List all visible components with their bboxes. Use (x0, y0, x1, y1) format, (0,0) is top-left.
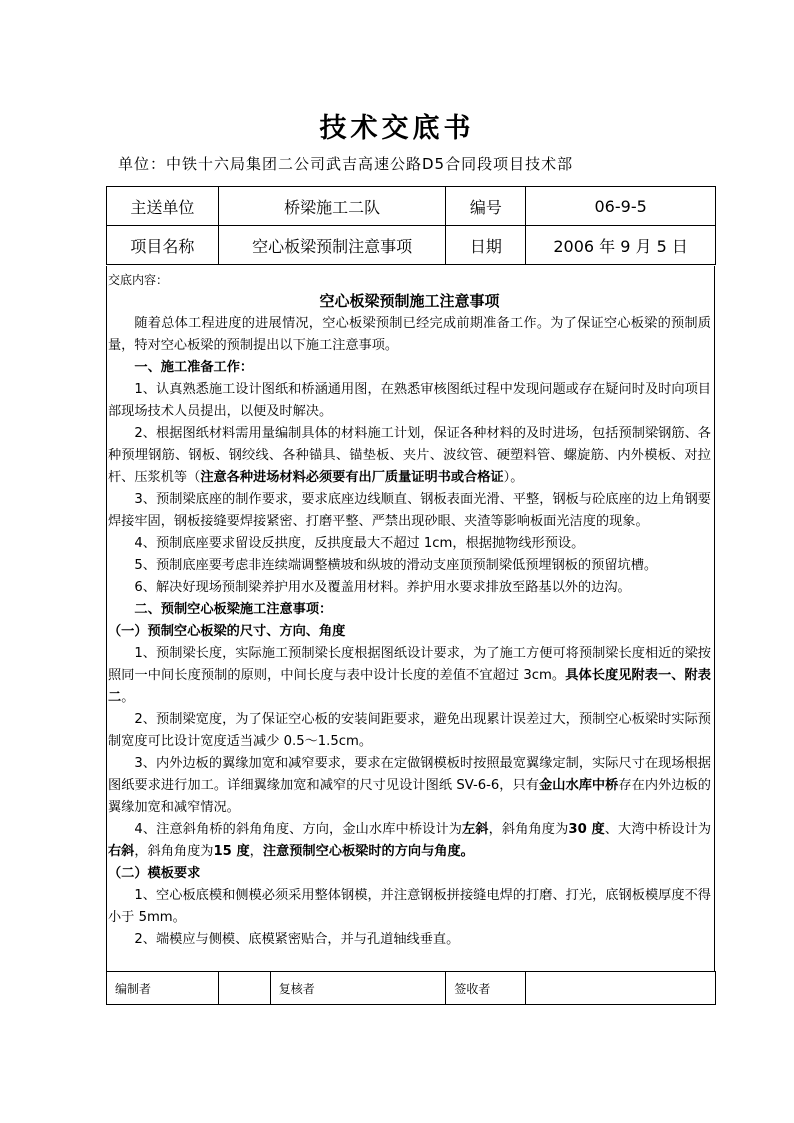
s1-item-2-text: 2、根据图纸材料需用量编制具体的材料施工计划，保证各种材料的及时进场，包括预制梁钢筋、各种预埋钢筋、钢板、钢绞线、各种锚具、锚垫板、夹片、波纹管、硬塑料管、螺旋筋、内外模板、对拉杆、压浆机等（ (108, 426, 711, 485)
s1-item-4: 4、预制底座要求留设反拱度，反拱度最大不超过 1cm，根据抛物线形预设。 (134, 536, 585, 551)
content-title: 空心板梁预制施工注意事项 (319, 292, 500, 310)
s2-item-2: 2、预制梁宽度，为了保证空心板的安装间距要求，避免出现累计误差过大，预制空心板梁时实际预制宽度可比设计宽度适当减少 0.5～1.5cm。 (108, 712, 711, 749)
sender-value: 桥梁施工二队 (218, 187, 446, 226)
s3-item-2: 2、端模应与侧模、底模紧密贴合，并与孔道轴线垂直。 (134, 932, 460, 947)
receiver-label: 签收者 (446, 972, 526, 1005)
date-value: 2006 年 9 月 5 日 (526, 226, 716, 265)
s2-item-4 (108, 819, 711, 863)
s2-item-4-j: 注意预制空心板梁时的方向与角度。 (262, 844, 474, 859)
signature-table (106, 971, 716, 1005)
subsection-1-heading: （一）预制空心板梁的尺寸、方向、角度 (108, 624, 346, 639)
subsection-2-heading: （二）模板要求 (108, 866, 201, 881)
s2-item-1-emphasis: 具体长度见附表一、附表二 (108, 668, 711, 705)
s2-item-4-b: 左斜 (462, 822, 489, 837)
content-area (108, 271, 711, 951)
receiver-value (526, 972, 716, 1005)
signature-row (107, 972, 716, 1005)
header-table (106, 186, 716, 265)
date-label: 日期 (446, 226, 526, 265)
s2-item-4-i: ， (249, 844, 263, 859)
s2-item-4-d: 30 度 (568, 822, 605, 837)
s2-item-3 (108, 753, 711, 819)
s2-item-4-e: 、大湾中桥设计为 (604, 822, 712, 837)
s2-item-3-emphasis: 金山水库中桥 (539, 778, 619, 793)
number-label: 编号 (446, 187, 526, 226)
s1-item-2-emphasis: 注意各种进场材料必须要有出厂质量证明书或合格证 (200, 470, 504, 485)
section-2-heading: 二、预制空心板梁施工注意事项： (134, 602, 333, 617)
compiler-label: 编制者 (107, 972, 219, 1005)
sender-label: 主送单位 (107, 187, 219, 226)
project-label: 项目名称 (107, 226, 219, 265)
content-label: 交底内容： (108, 273, 169, 287)
s2-item-1-text: 1、预制梁长度，实际施工预制梁长度根据图纸设计要求，为了施工方便可将预制梁长度相近的梁按照同一中间长度预制的原则，中间长度与表中设计长度的差值不宜超过 3cm。 (108, 646, 711, 683)
s2-item-4-c: ，斜角角度为 (488, 822, 569, 837)
s1-item-1: 1、认真熟悉施工设计图纸和桥涵通用图，在熟悉审核图纸过程中发现问题或存在疑问时及时向项目部现场技术人员提出，以便及时解决。 (108, 382, 711, 419)
s2-item-4-g: ，斜角角度为 (134, 844, 214, 859)
unit-line: 单位：中铁十六局集团二公司武吉高速公路D5合同段项目技术部 (118, 155, 574, 173)
s2-item-3-text: 3、内外边板的翼缘加宽和减窄要求，要求在定做钢模板时按照最宽翼缘定制，实际尺寸在现场根据图纸要求进行加工。详细翼缘加宽和减窄的尺寸见设计图纸 SV-6-6，只有 (108, 756, 711, 793)
s2-item-1-end: 。 (121, 690, 135, 705)
section-1-heading: 一、施工准备工作： (134, 360, 254, 375)
reviewer-label: 复核者 (270, 972, 446, 1005)
number-value: 06-9-5 (526, 187, 716, 226)
s2-item-4-a: 4、注意斜角桥的斜角角度、方向，金山水库中桥设计为 (134, 822, 463, 837)
intro-paragraph: 随着总体工程进度的进展情况，空心板梁预制已经完成前期准备工作。为了保证空心板梁的预制质量，特对空心板梁的预制提出以下施工注意事项。 (108, 316, 711, 353)
s1-item-5: 5、预制底座要考虑非连续端调整横坡和纵坡的滑动支座顶预制梁低预埋钢板的预留坑槽。 (134, 558, 658, 573)
s1-item-2-end: ）。 (503, 470, 524, 485)
header-row-2 (107, 226, 716, 265)
s1-item-3: 3、预制梁底座的制作要求，要求底座边线顺直、钢板表面光滑、平整，钢板与砼底座的边上角钢要焊接牢固，钢板接缝要焊接紧密、打磨平整、严禁出现砂眼、夹渣等影响板面光洁度的现象。 (108, 492, 711, 529)
document-title: 技术交底书 (319, 113, 475, 144)
s2-item-1 (108, 643, 711, 709)
project-value: 空心板梁预制注意事项 (218, 226, 446, 265)
s3-item-1: 1、空心板底模和侧模必须采用整体钢模，并注意钢板拼接缝电焊的打磨、打光，底钢板模厚度不得小于 5mm。 (108, 888, 711, 925)
s1-item-6: 6、解决好现场预制梁养护用水及覆盖用材料。养护用水要求排放至路基以外的边沟。 (134, 580, 631, 595)
s2-item-4-f: 右斜 (108, 844, 135, 859)
s1-item-2 (108, 423, 711, 489)
compiler-value (218, 972, 270, 1005)
s2-item-4-h: 15 度 (213, 844, 250, 859)
header-row-1 (107, 187, 716, 226)
s2-item-3-end: 存在内外边板的翼缘加宽和减窄情况。 (108, 778, 711, 815)
